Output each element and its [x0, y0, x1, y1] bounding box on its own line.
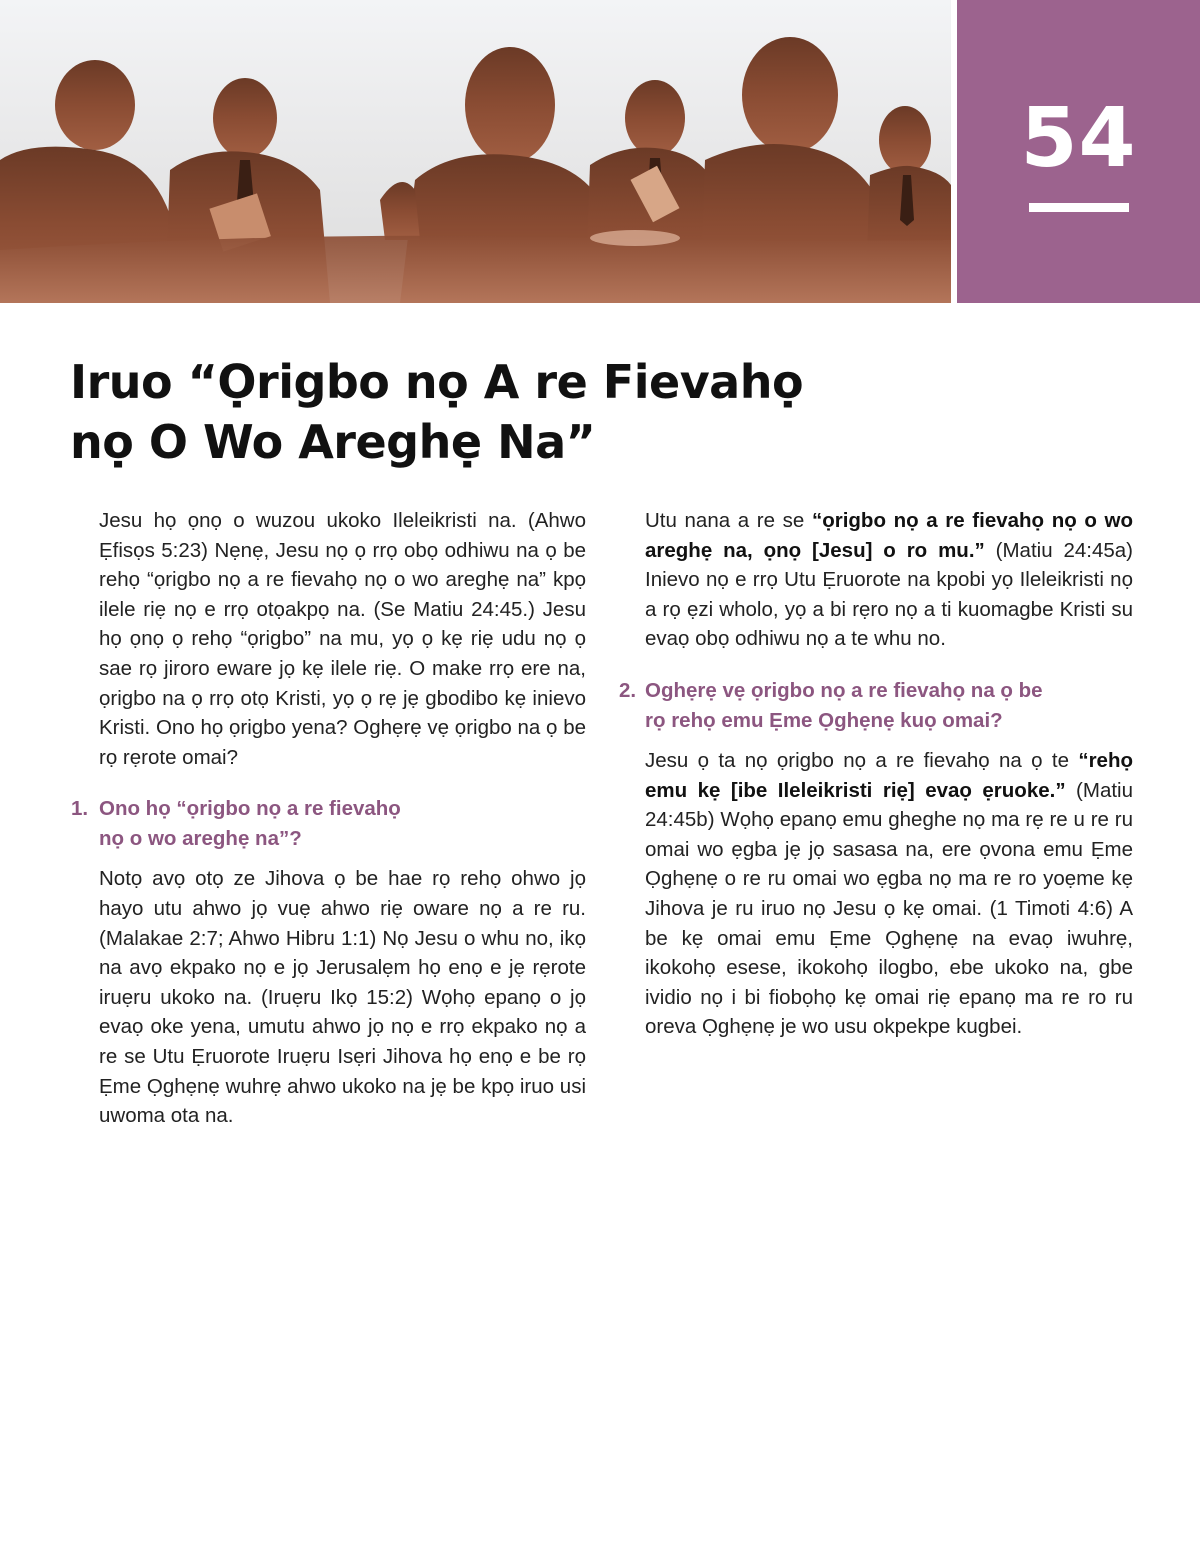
question-1-number: 1.	[71, 797, 89, 821]
answer-1-paragraph: Notọ avọ otọ ze Jihova ọ be hae rọ rehọ ohwo jọ hayo utu ahwo jọ vuẹ ahwo riẹ oware nọ a re ru. (Malakae 2:7; Ahwo Hibru 1:1) Nọ Jesu o whu no, ikọ na avọ ekpako nọ e jọ Jerusalẹm họ enọ e jẹ rẹrote iruẹru ukoko na. (Iruẹru Ikọ 15:2) Wọhọ epanọ o jọ evaọ oke yena, umutu ahwo jọ nọ e rrọ ekpako nọ a re se Utu Ẹruorote Iruẹru Isẹri Jihova họ enọ e be rọ Ẹme Ọghẹnẹ wuhrẹ ahwo ukoko na jẹ be kpọ iruo usi uwoma ota na.	[99, 867, 586, 1128]
left-column	[71, 506, 586, 1131]
right-intro-paragraph	[645, 506, 1133, 654]
answer-2-paragraph	[645, 746, 1133, 1042]
answer-2-bold-quote: “rehọ emu kẹ [ibe Ileleikristi riẹ] evaọ ẹruoke.”	[645, 748, 1133, 802]
right-intro-bold-quote: “ọrigbo nọ a re fievahọ nọ o wo areghẹ na, ọnọ [Jesu] o ro mu.”	[645, 509, 1134, 562]
lesson-number-underline	[1029, 203, 1129, 212]
lesson-title	[70, 352, 890, 472]
answer-2-text-1: Jesu ọ ta nọ ọrigbo nọ a re fievahọ na ọ te	[645, 748, 1079, 772]
answer-2-text-2: (Matiu 24:45b) Wọhọ epanọ emu gheghe nọ ma rẹ re u re ru omai wo ẹgba jẹ jọ sasasa na, ere ọvona emu Ẹme Ọghẹnẹ o re ru omai wo ẹgba nọ ma re ro yoẹme kẹ Jihova je ru iruo nọ Jesu ọ kẹ omai. (1 Timoti 4:6) A be kẹ omai emu Ẹme Ọghẹnẹ na evaọ iwuhrẹ, ikokohọ esese, ikokohọ ilogbo, ebe ukoko na, gbe ividio nọ i bi fiobọhọ kẹ omai riẹ epanọ ma re ro ru oreva Ọghẹnẹ je wo usu okpekpe kugbei.	[645, 778, 1133, 1039]
right-intro-text-1: Utu nana a re se	[645, 509, 812, 532]
question-2	[619, 676, 1133, 736]
question-2-number: 2.	[619, 678, 637, 702]
right-column	[619, 506, 1134, 1042]
question-1	[71, 794, 586, 854]
lesson-number-box	[957, 0, 1200, 303]
lesson-title-line-2: nọ O Wo Areghẹ Na”	[70, 415, 596, 469]
question-2-line-1: Oghẹrẹ vẹ ọrigbo nọ a re fievahọ na ọ be	[645, 678, 1043, 702]
lesson-title-line-1: Iruo “Ọrigbo nọ A re Fievahọ	[70, 355, 804, 409]
question-1-line-2: nọ o wo areghẹ na”?	[99, 827, 302, 851]
elders-meeting-illustration	[0, 0, 951, 303]
header-image	[0, 0, 951, 303]
question-1-line-1: Ono họ “ọrigbo nọ a re fievahọ	[99, 797, 401, 821]
right-intro-text-2: (Matiu 24:45a) Inievo nọ e rrọ Utu Ẹruorote na kpobi yọ Ileleikristi nọ a rọ ẹzi wholo, yọ a bi rẹro nọ a ti kuomagbe Kristi su evaọ obọ odhiwu nọ a te whu no.	[645, 538, 1133, 651]
lesson-number: 54	[1020, 91, 1137, 186]
intro-paragraph: Jesu họ ọnọ o wuzou ukoko Ileleikristi na. (Ahwo Ẹfisọs 5:23) Nẹnẹ, Jesu nọ ọ rrọ obọ odhiwu na ọ be rehọ “ọrigbo nọ a re fievahọ nọ o wo areghẹ na” kpọ ilele riẹ nọ e rrọ otọakpọ na. (Se Matiu 24:45.) Jesu họ ọnọ ọ rehọ “ọrigbo” na mu, yọ ọ kẹ riẹ udu nọ ọ sae rọ jiroro eware jọ kẹ ilele riẹ. O make rrọ ere na, ọrigbo na ọ rrọ otọ Kristi, yọ ọ rẹ jẹ gbodibo kẹ inievo Kristi. Ono họ ọrigbo yena? Oghẹrẹ vẹ ọrigbo na ọ be rọ rẹrote omai?	[99, 509, 586, 769]
question-2-line-2: rọ rehọ emu Ẹme Ọghẹnẹ kuọ omai?	[645, 708, 1003, 732]
